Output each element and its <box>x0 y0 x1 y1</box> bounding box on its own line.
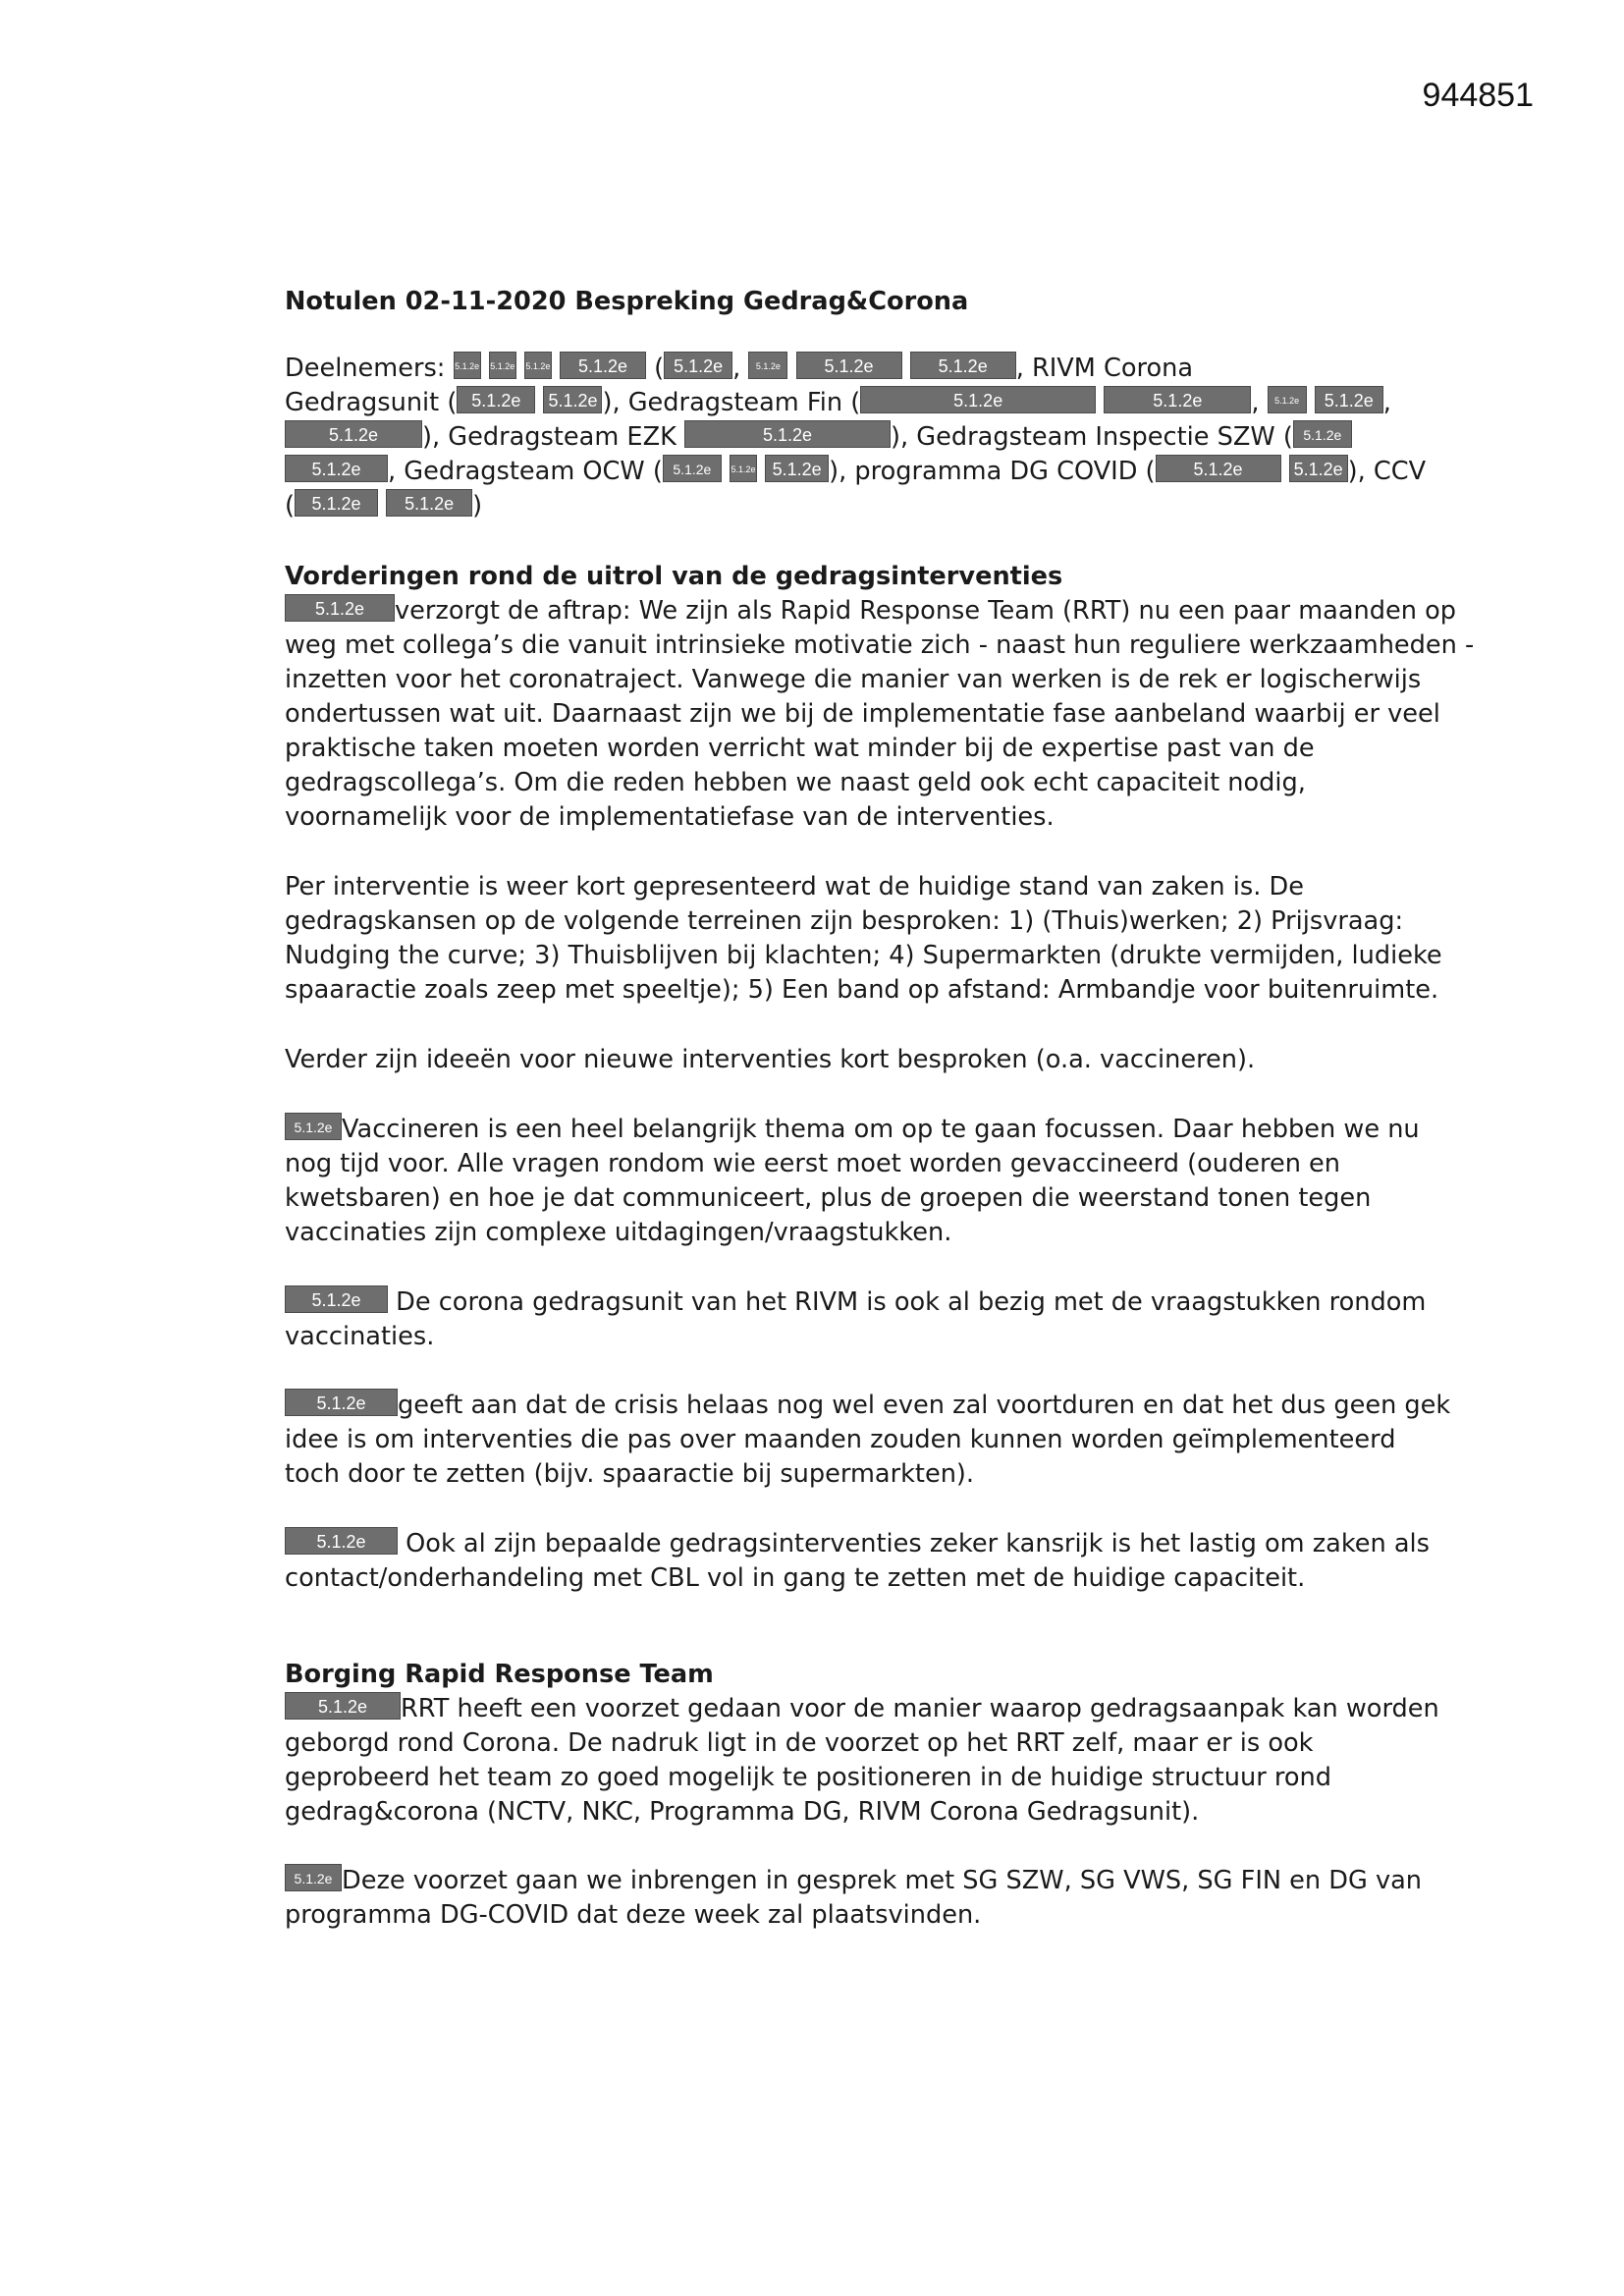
text-segment: , <box>1251 388 1268 417</box>
text-segment <box>1281 457 1289 486</box>
text-segment: gedragscollega’s. Om die reden hebben we naast geld ook echt capaciteit nodig, <box>285 768 1306 797</box>
text-line <box>285 697 1440 732</box>
redaction-box: 5.1.2e <box>285 420 422 448</box>
text-segment <box>787 354 795 383</box>
paragraph <box>285 870 1442 1008</box>
text-segment: nog tijd voor. Alle vragen rondom wie eerst moet worden gevaccineerd (ouderen en <box>285 1149 1341 1178</box>
text-line <box>285 1113 1420 1147</box>
text-line <box>285 594 1456 629</box>
text-segment: geborgd rond Corona. De nadruk ligt in de voorzet op het RRT zelf, maar er is ook <box>285 1728 1314 1758</box>
redaction-box: 5.1.2e <box>524 352 552 379</box>
redaction-box: 5.1.2e <box>796 352 902 379</box>
text-segment: kwetsbaren) en hoe je dat communiceert, plus de groepen die weerstand tonen tegen <box>285 1183 1372 1213</box>
text-segment <box>516 354 524 383</box>
redaction-box: 5.1.2e <box>1268 386 1307 413</box>
text-segment: spaaractie zoals zeep met speeltje); 5) Een band op afstand: Armbandje voor buitenruimte. <box>285 975 1439 1005</box>
text-segment: ( <box>646 354 665 383</box>
redaction-box: 5.1.2e <box>489 352 516 379</box>
redaction-box: 5.1.2e <box>285 1285 388 1313</box>
redaction-box: 5.1.2e <box>1104 386 1251 413</box>
text-segment: geprobeerd het team zo goed mogelijk te positioneren in de huidige structuur rond <box>285 1763 1331 1792</box>
text-line <box>285 870 1375 904</box>
paragraph <box>285 1043 1375 1077</box>
text-segment <box>535 388 543 417</box>
text-segment: , <box>732 354 749 383</box>
text-line <box>285 1795 1375 1830</box>
text-segment: ) <box>472 491 483 520</box>
text-segment: ), Gedragsteam EZK <box>422 422 685 452</box>
text-line <box>285 1561 1375 1596</box>
paragraph <box>285 1527 1430 1596</box>
paragraph <box>285 594 1475 835</box>
paragraph <box>285 1864 1423 1933</box>
text-segment: gedragskansen op de volgende terreinen zijn besproken: 1) (Thuis)werken; 2) Prijsvraag: <box>285 906 1404 936</box>
redaction-box: 5.1.2e <box>386 489 472 517</box>
text-line <box>285 1285 1427 1320</box>
text-segment: Deelnemers: <box>285 354 454 383</box>
text-line <box>285 766 1375 800</box>
paragraph <box>285 1113 1420 1250</box>
text-segment: contact/onderhandeling met CBL vol in gang te zetten met de huidige capaciteit. <box>285 1563 1306 1593</box>
text-segment: , RIVM Corona <box>1015 354 1194 383</box>
text-segment: Verder zijn ideeën voor nieuwe interventies kort besproken (o.a. vaccineren). <box>285 1045 1256 1074</box>
text-segment: programma DG-COVID dat deze week zal plaatsvinden. <box>285 1900 982 1930</box>
text-line <box>285 1043 1375 1077</box>
text-line <box>285 629 1475 663</box>
text-segment <box>378 491 386 520</box>
text-segment: Gedragsunit ( <box>285 388 458 417</box>
text-line <box>285 663 1422 697</box>
text-segment: praktische taken moeten worden verricht wat minder bij de expertise past van de <box>285 734 1315 763</box>
text-line <box>285 1147 1375 1181</box>
text-segment: De corona gedragsunit van het RIVM is ook al bezig met de vraagstukken rondom <box>388 1287 1427 1317</box>
text-segment <box>757 457 765 486</box>
text-segment <box>552 354 560 383</box>
text-line <box>285 1320 1375 1354</box>
text-line <box>285 800 1375 835</box>
redaction-box: 5.1.2e <box>1315 386 1383 413</box>
text-segment <box>1307 388 1315 417</box>
text-segment: Per interventie is weer kort gepresenteerd wat de huidige stand van zaken is. De <box>285 872 1304 902</box>
text-segment: verzorgt de aftrap: We zijn als Rapid Response Team (RRT) nu een paar maanden op <box>395 596 1456 626</box>
text-segment: RRT heeft een voorzet gedaan voor de manier waarop gedragsaanpak kan worden <box>401 1694 1439 1723</box>
text-segment: gedrag&corona (NCTV, NKC, Programma DG, RIVM Corona Gedragsunit). <box>285 1797 1200 1827</box>
redaction-box: 5.1.2e <box>285 1389 398 1416</box>
text-segment: Deze voorzet gaan we inbrengen in gesprek met SG SZW, SG VWS, SG FIN en DG van <box>342 1866 1423 1895</box>
text-segment: ), Gedragsteam Fin ( <box>602 388 861 417</box>
text-line <box>285 1761 1375 1795</box>
text-segment: , Gedragsteam OCW ( <box>388 457 663 486</box>
text-segment: Ook al zijn bepaalde gedragsinterventies zeker kansrijk is het lastig om zaken als <box>398 1529 1430 1558</box>
redaction-box: 5.1.2e <box>285 1113 342 1140</box>
participants-block <box>285 352 1427 523</box>
redaction-box: 5.1.2e <box>285 594 395 622</box>
redaction-box: 5.1.2e <box>1289 455 1348 482</box>
redaction-box: 5.1.2e <box>684 420 891 448</box>
text-segment: ), Gedragsteam Inspectie SZW ( <box>891 422 1293 452</box>
redaction-box: 5.1.2e <box>543 386 602 413</box>
text-line <box>285 455 1427 489</box>
text-segment: Nudging the curve; 3) Thuisblijven bij klachten; 4) Supermarkten (drukte vermijden, ludieke <box>285 941 1442 970</box>
text-segment: ), programma DG COVID ( <box>829 457 1156 486</box>
redaction-box: 5.1.2e <box>1156 455 1281 482</box>
redaction-box: 5.1.2e <box>910 352 1016 379</box>
redaction-box: 5.1.2e <box>1293 420 1352 448</box>
text-line <box>285 1423 1396 1457</box>
redaction-box: 5.1.2e <box>285 1527 398 1555</box>
text-line <box>285 1864 1423 1898</box>
redaction-box: 5.1.2e <box>454 352 481 379</box>
paragraph <box>285 1692 1439 1830</box>
text-line <box>285 904 1404 939</box>
redaction-box: 5.1.2e <box>748 352 787 379</box>
document-title: Notulen 02-11-2020 Bespreking Gedrag&Corona <box>285 287 969 316</box>
text-segment: inzetten voor het coronatraject. Vanwege die manier van werken is de rek er logischerwijs <box>285 665 1422 694</box>
text-line <box>285 1726 1375 1761</box>
text-segment <box>722 457 730 486</box>
redaction-box: 5.1.2e <box>457 386 535 413</box>
text-line <box>285 1389 1451 1423</box>
redaction-box: 5.1.2e <box>285 455 388 482</box>
text-line <box>285 386 1391 420</box>
redaction-box: 5.1.2e <box>765 455 829 482</box>
text-segment: weg met collega’s die vanuit intrinsieke motivatie zich - naast hun reguliere werkzaamheden - <box>285 630 1475 660</box>
section-heading: Borging Rapid Response Team <box>285 1660 714 1689</box>
redaction-box: 5.1.2e <box>860 386 1096 413</box>
text-line <box>285 420 1375 455</box>
text-segment <box>481 354 489 383</box>
text-segment: , <box>1382 388 1391 417</box>
redaction-box: 5.1.2e <box>560 352 646 379</box>
text-segment: idee is om interventies die pas over maanden zouden kunnen worden geïmplementeerd <box>285 1425 1396 1454</box>
text-segment: vaccinaties zijn complexe uitdagingen/vraagstukken. <box>285 1218 952 1247</box>
text-segment: vaccinaties. <box>285 1322 435 1351</box>
text-line <box>285 973 1439 1008</box>
text-line <box>285 939 1442 973</box>
paragraph <box>285 1389 1451 1492</box>
redaction-box: 5.1.2e <box>730 455 757 482</box>
paragraph <box>285 1285 1427 1354</box>
text-line <box>285 1692 1439 1726</box>
text-segment: ondertussen wat uit. Daarnaast zijn we bij de implementatie fase aanbeland waarbij er veel <box>285 699 1440 729</box>
redaction-box: 5.1.2e <box>664 352 732 379</box>
text-segment: voornamelijk voor de implementatiefase van de interventies. <box>285 802 1055 832</box>
section-heading: Vorderingen rond de uitrol van de gedragsinterventies <box>285 562 1063 591</box>
text-segment: geeft aan dat de crisis helaas nog wel even zal voortduren en dat het dus geen gek <box>398 1391 1451 1420</box>
text-line <box>285 1527 1430 1561</box>
text-line <box>285 1898 1375 1933</box>
text-segment: toch door te zetten (bijv. spaaractie bij supermarkten). <box>285 1459 975 1489</box>
text-line <box>285 489 1375 523</box>
text-line <box>285 1181 1375 1216</box>
text-line <box>285 1216 1375 1250</box>
text-segment: ), CCV <box>1347 457 1427 486</box>
text-segment: Vaccineren is een heel belangrijk thema om op te gaan focussen. Daar hebben we nu <box>342 1115 1420 1144</box>
redaction-box: 5.1.2e <box>663 455 722 482</box>
text-line <box>285 352 1375 386</box>
text-segment: ( <box>285 491 295 520</box>
text-segment <box>1096 388 1104 417</box>
redaction-box: 5.1.2e <box>295 489 378 517</box>
document-number: 944851 <box>1422 77 1534 114</box>
text-line <box>285 1457 1375 1492</box>
text-line <box>285 732 1375 766</box>
redaction-box: 5.1.2e <box>285 1692 401 1720</box>
redaction-box: 5.1.2e <box>285 1864 342 1891</box>
text-segment <box>902 354 910 383</box>
